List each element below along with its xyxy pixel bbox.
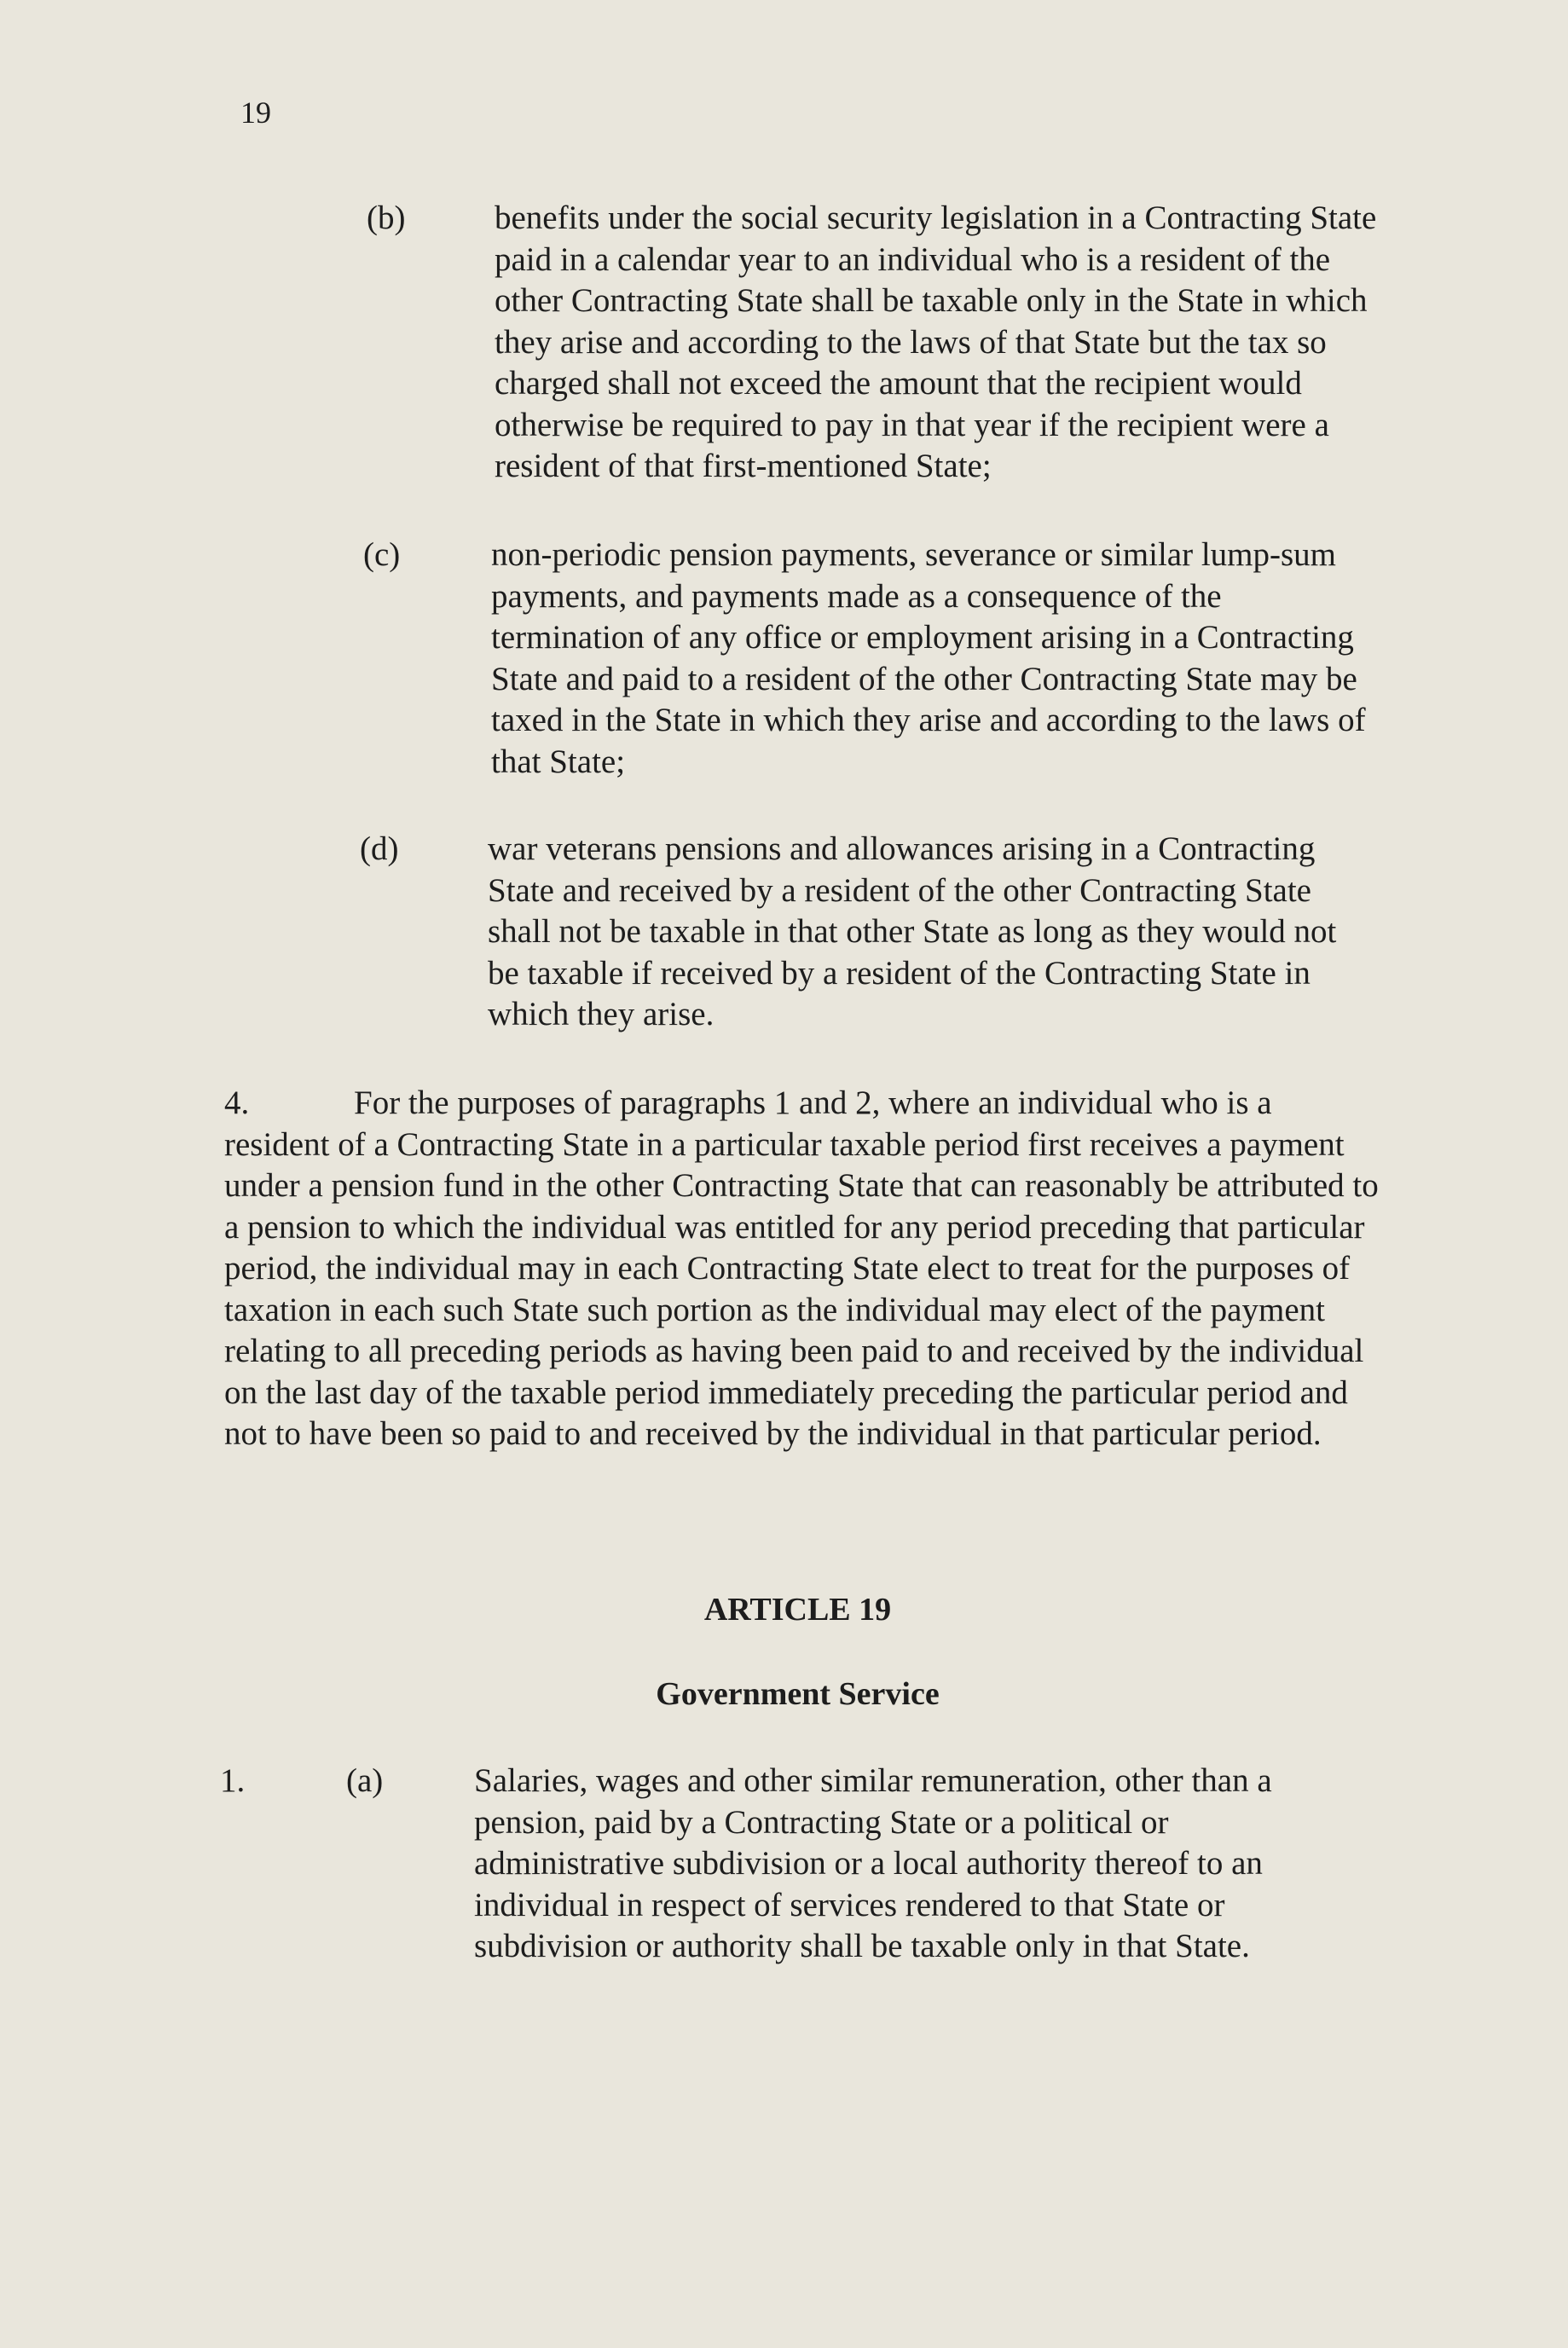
- paragraph-4: [224, 1083, 1384, 1455]
- subparagraph-text: non-periodic pension payments, severance or similar lump-sum payments, and payments made as a consequence of the termination of any office or employment arising in a Contracting State and paid to a resident of the other Contracting State may be taxed in the State in which they arise and according to the laws of that State;: [491, 536, 1366, 780]
- article-item-1: [220, 1761, 1380, 1974]
- page-number: 19: [240, 95, 271, 130]
- subparagraph-label: (c): [363, 536, 401, 573]
- paragraph-number: 4.: [224, 1084, 250, 1121]
- article-subtitle: Government Service: [656, 1676, 940, 1712]
- subparagraph-label: (b): [367, 200, 406, 236]
- subparagraph-text: benefits under the social security legislation in a Contracting State paid in a calendar year to an individual who is a resident of the other Contracting State shall be taxable only in the State in which they arise and according to the laws of that State but the tax so charged shall not exceed the amount that the recipient would otherwise be required to pay in that year if the recipient were a resident of that first-mentioned State;: [495, 200, 1377, 484]
- item-label: (a): [346, 1762, 384, 1799]
- paragraph-text: For the purposes of paragraphs 1 and 2, where an individual who is a resident of a Contracting State in a particular taxable period first receives a payment under a pension fund in the other Contracting State that can reasonably be attributed to a pension to which the individual was entitled for any period preceding that particular period, the individual may in each Contracting State elect to treat for the purposes of taxation in each such State such portion as the individual may elect of the payment relating to all preceding periods as having been paid to and received by the individual on the last day of the taxable period immediately preceding the particular period and not to have been so paid to and received by the individual in that particular period.: [224, 1084, 1379, 1452]
- subparagraph-label: (d): [360, 830, 399, 867]
- item-number: 1.: [220, 1762, 246, 1799]
- article-title: ARTICLE 19: [703, 1592, 892, 1628]
- item-text: Salaries, wages and other similar remuneration, other than a pension, paid by a Contracting State or a political or administrative subdivision or a local authority thereof to an individual in respect of services rendered to that State or subdivision or authority shall be taxable only in that State.: [474, 1762, 1272, 1964]
- subparagraph-text: war veterans pensions and allowances arising in a Contracting State and received by a resident of the other Contracting State shall not be taxable in that other State as long as they would not be taxable if received by a resident of the Contracting State in which they arise.: [488, 830, 1337, 1032]
